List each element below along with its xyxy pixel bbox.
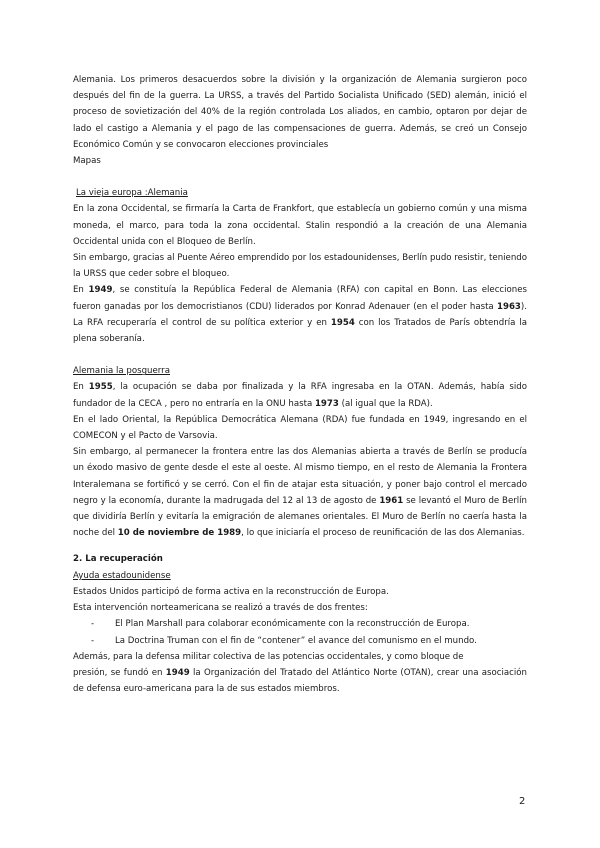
- bullet-list: [73, 616, 527, 648]
- page-content: [73, 72, 527, 697]
- list-item-text: La Doctrina Truman con el fin de “contener” el avance del comunismo en el mundo.: [115, 635, 477, 646]
- paragraph: Estados Unidos participó de forma activa en la reconstrucción de Europa.: [73, 586, 389, 597]
- bold-year: 1955: [88, 382, 113, 393]
- section-title: La vieja europa :Alemania: [76, 188, 188, 199]
- maps-label: Mapas: [73, 156, 101, 167]
- bold-year: 1961: [379, 495, 404, 506]
- text-run: En: [73, 285, 89, 296]
- spacer: [73, 541, 527, 551]
- section-heading: 2. La recuperación: [73, 554, 163, 565]
- page-number: 2: [519, 796, 526, 807]
- spacer: [73, 169, 527, 185]
- text-run: , la ocupación se daba por finalizada y la RFA ingresaba en la OTAN. Además, había sido fundador de la CECA , pero no entraría en la ONU hasta: [73, 382, 527, 409]
- bold-year: 1949: [88, 285, 113, 296]
- text-run: (al igual que la RDA).: [338, 398, 433, 409]
- text-run: con los Tratados de París obtendría la plena soberanía.: [73, 317, 527, 345]
- subtitle-line: [73, 568, 527, 584]
- list-item: [73, 633, 527, 649]
- text-run: En: [73, 382, 89, 393]
- vieja-europa-title-line: [73, 185, 527, 201]
- section-subtitle: Ayuda estadounidense: [73, 570, 171, 581]
- text-run: ). La RFA recuperaría el control de su política exterior y en: [73, 301, 527, 328]
- paragraph: Esta intervención norteamericana se realizó a través de dos frentes:: [73, 603, 368, 614]
- text-run: la Organización del Tratado del Atlántico Norte (OTAN), crear una asociación de defensa euro-americana para la de sus estados miembros.: [73, 667, 527, 695]
- paragraph: [73, 665, 527, 697]
- bold-year: 1954: [330, 317, 355, 328]
- dash-bullet: -: [91, 619, 95, 630]
- text-run: presión, se fundó en: [73, 667, 166, 678]
- dash-bullet: -: [91, 635, 95, 646]
- list-item: [73, 616, 527, 632]
- spacer: [73, 347, 527, 363]
- bold-year: 1973: [314, 398, 339, 409]
- section-title: Alemania la posguerra: [73, 366, 170, 377]
- paragraph: Además, para la defensa militar colectiva de las potencias occidentales, y como bloque de: [73, 651, 464, 662]
- intro-paragraph: Alemania. Los primeros desacuerdos sobre la división y la organización de Alemania surgieron poco después del fin de la guerra. La URSS, a través del Partido Socialista Unificado (SED) alemán, inició el proceso de sovietización del 40% de la región controlada Los aliados, en cambio, optaron por dejar de lado el castigo a Alemania y el pago de las compensaciones de guerra. Además, se creó un Consejo Económico Común y se convocaron elecciones provinciales: [73, 75, 527, 150]
- paragraph: En la zona Occidental, se firmaría la Carta de Frankfort, que establecía un gobierno común y una misma moneda, el marco, para toda la zona occidental. Stalin respondió a la creación de una Alemania Occidental unida con el Bloqueo de Berlín.: [73, 204, 527, 247]
- text-run: se levantó el Muro de Berlín que dividiría Berlín y evitaría la emigración de alemanes orientales. El Muro de Berlín no caería hasta la noche del: [73, 495, 527, 539]
- text-run: Sin embargo, al permanecer la frontera entre las dos Alemanias abierta a través de Berlín se producía un éxodo masivo de gente desde el este al oeste. Al mismo tiempo, en el resto de Alemania la Frontera Interalemana se fortificó y se cerró. Con el fin de atajar esta situación, y poner bajo control el mercado negro y la economía, durante la madrugada del 12 al 13 de agosto de: [73, 447, 527, 506]
- paragraph: [73, 444, 527, 541]
- bold-year: 1963: [496, 301, 521, 312]
- text-run: , lo que iniciaría el proceso de reunificación de las dos Alemanias.: [241, 528, 525, 539]
- bold-date: 10 de noviembre de 1989: [117, 528, 242, 539]
- paragraph: [73, 379, 527, 411]
- text-run: , se constituía la República Federal de Alemania (RFA) con capital en Bonn. Las elecciones fueron ganadas por los democristianos (CDU) liderados por Konrad Adenauer (en el poder hasta: [73, 285, 528, 312]
- paragraph: En el lado Oriental, la República Democrática Alemana (RDA) fue fundada en 1949, ingresando en el COMECON y el Pacto de Varsovia.: [73, 414, 527, 442]
- paragraph: Sin embargo, gracias al Puente Aéreo emprendido por los estadounidenses, Berlín pudo resistir, teniendo la URSS que ceder sobre el bloqueo.: [73, 253, 527, 280]
- list-item-text: El Plan Marshall para colaborar económicamente con la reconstrucción de Europa.: [115, 619, 470, 630]
- bold-year: 1949: [165, 667, 190, 678]
- posguerra-title-line: [73, 363, 527, 379]
- paragraph: [73, 282, 527, 347]
